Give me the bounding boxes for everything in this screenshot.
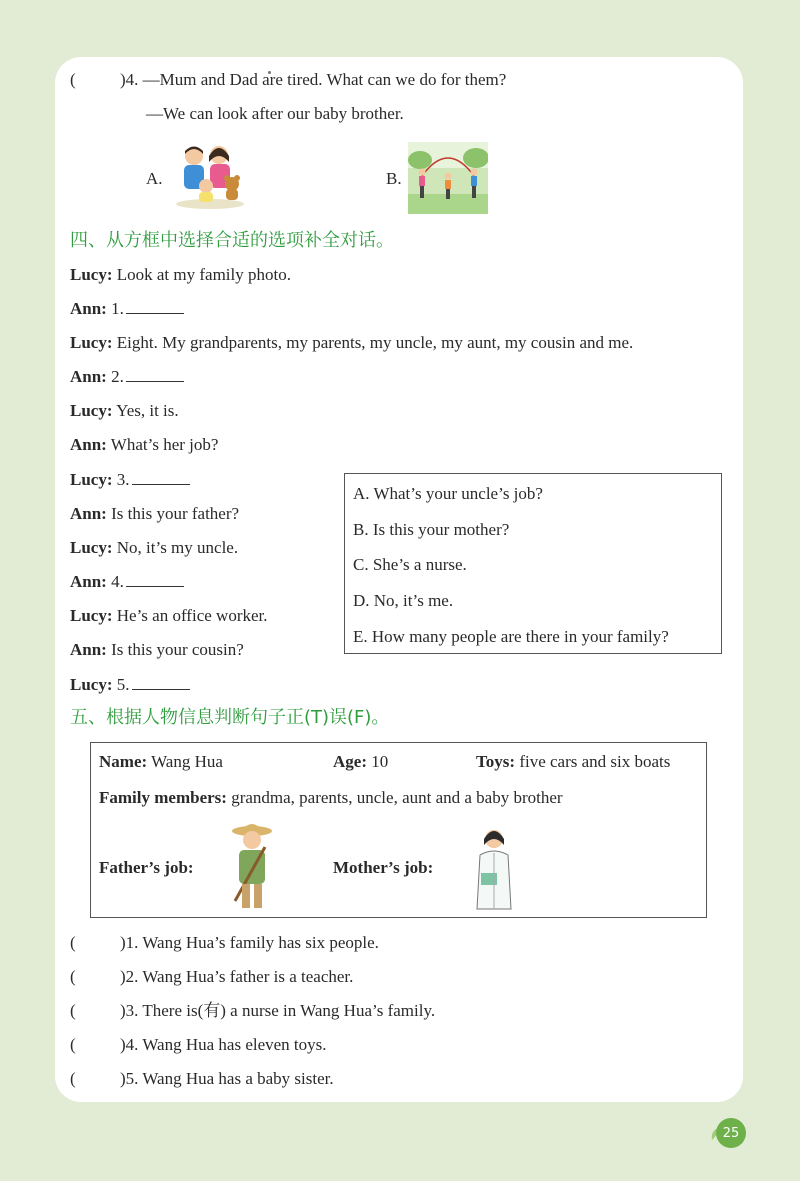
dialogue-text: Yes, it is. [112,401,179,420]
dialogue-line-2 [70,298,184,320]
statement-5: )5. Wang Hua has a baby sister. [120,1069,334,1088]
option-b: B. Is this your mother? [353,520,510,539]
dialogue-text: What’s her job? [106,435,219,454]
mother-job-field [333,857,433,879]
speaker: Ann: [70,504,107,523]
q4-option-a-label: A. [146,169,163,188]
option-e: E. How many people are there in your family? [353,627,669,646]
dialogue-line-9 [70,537,238,559]
statement-2-paren: ( [70,967,76,986]
dialogue-line-10 [70,571,184,593]
speaker: Ann: [70,640,107,659]
statement-1-paren: ( [70,933,76,952]
statement-5-paren: ( [70,1069,76,1088]
dialogue-text: 1. [106,299,124,318]
speaker: Lucy: [70,333,113,352]
statement-2: )2. Wang Hua’s father is a teacher. [120,967,354,986]
toys-label: Toys: [476,752,516,771]
answer-blank[interactable] [126,299,184,314]
dialogue-text: 4. [106,572,124,591]
q4-option-b-label: B. [386,169,402,188]
speaker: Ann: [70,572,107,591]
page-number: 25 [716,1118,746,1148]
speaker: Ann: [70,299,107,318]
speaker: Ann: [70,367,107,386]
name-label: Name: [99,752,148,771]
statement-3-paren: ( [70,1001,76,1020]
age-field [333,751,388,773]
dialogue-text: Is this your cousin? [106,640,244,659]
dialogue-line-12 [70,639,244,661]
farmer-illustration [227,821,277,911]
answer-blank[interactable] [132,675,190,690]
dialogue-line-11 [70,605,268,627]
section-4-heading: 四、从方框中选择合适的选项补全对话。 [70,230,394,251]
mother-job-label: Mother’s job: [333,858,434,877]
family-field [99,787,563,809]
dialogue-text: 3. [112,470,130,489]
name-field [99,751,223,773]
answer-blank[interactable] [126,367,184,382]
age-value: 10 [366,752,389,771]
father-job-field [99,857,194,879]
nurse-illustration [471,825,517,911]
speaker: Lucy: [70,265,113,284]
option-a: A. What’s your uncle’s job? [353,484,543,503]
speaker: Lucy: [70,675,113,694]
options-box [344,473,722,654]
toys-field [476,751,670,773]
option-c: C. She’s a nurse. [353,555,467,574]
family-care-illustration [174,142,246,210]
dialogue-line-6 [70,434,218,456]
dialogue-line-7 [70,469,190,491]
family-label: Family members: [99,788,227,807]
statement-1: )1. Wang Hua’s family has six people. [120,933,379,952]
speaker: Lucy: [70,470,113,489]
q4-answer: —We can look after our baby brother. [146,104,404,123]
dialogue-line-3 [70,332,633,354]
dialogue-line-1 [70,264,291,286]
dialogue-text: Is this your father? [106,504,240,523]
statement-4: )4. Wang Hua has eleven toys. [120,1035,327,1054]
info-box [90,742,707,918]
dialogue-text: Look at my family photo. [112,265,291,284]
statement-4-paren: ( [70,1035,76,1054]
dialogue-line-5 [70,400,179,422]
speaker: Lucy: [70,538,113,557]
dialogue-line-8 [70,503,239,525]
dialogue-line-4 [70,366,184,388]
answer-blank[interactable] [126,572,184,587]
option-d: D. No, it’s me. [353,591,454,610]
dialogue-text: 2. [106,367,124,386]
family-value: grandma, parents, uncle, aunt and a baby brother [226,788,563,807]
dialogue-text: Eight. My grandparents, my parents, my uncle, my aunt, my cousin and me. [112,333,634,352]
dialogue-text: He’s an office worker. [112,606,268,625]
age-label: Age: [333,752,367,771]
father-job-label: Father’s job: [99,858,194,877]
speaker: Ann: [70,435,107,454]
q4-paren: ( [70,70,76,89]
jump-rope-illustration [408,142,488,214]
speaker: Lucy: [70,401,113,420]
name-value: Wang Hua [147,752,223,771]
dialogue-text: 5. [112,675,130,694]
section-5-heading: 五、根据人物信息判断句子正(T)误(F)。 [70,707,390,728]
statement-3: )3. There is(有) a nurse in Wang Hua’s family. [120,1001,436,1020]
dialogue-text: No, it’s my uncle. [112,538,239,557]
toys-value: five cars and six boats [515,752,671,771]
answer-blank[interactable] [132,470,190,485]
dialogue-line-13 [70,674,190,696]
q4-question: )4. —Mum and Dad are tired. What can we do for them? [120,70,507,89]
speaker: Lucy: [70,606,113,625]
